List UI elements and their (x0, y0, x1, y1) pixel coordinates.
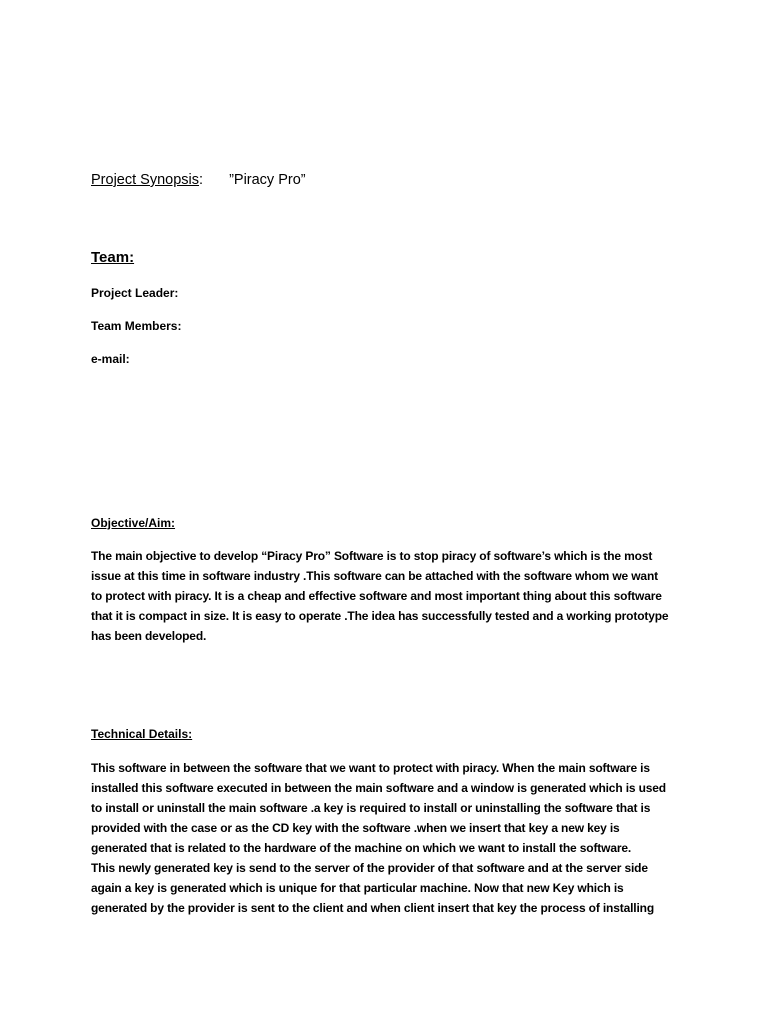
title-colon: : (199, 172, 204, 188)
team-heading: Team: (91, 249, 135, 266)
title-label: Project Synopsis (91, 172, 199, 188)
paragraph-line: that it is compact in size. It is easy to operate .The idea has successfully tested and a working prototype (91, 609, 669, 623)
paragraph-line: generated by the provider is sent to the client and when client insert that key the process of installing (91, 901, 655, 915)
paragraph-line: provided with the case or as the CD key with the software .when we insert that key a new key is (91, 821, 620, 835)
technical-details-heading: Technical Details: (91, 727, 193, 741)
paragraph-line: installed this software executed in between the main software and a window is generated which is used (91, 781, 666, 795)
paragraph-line: This newly generated key is send to the server of the provider of that software and at the server side (91, 861, 648, 875)
objective-paragraph (91, 546, 681, 646)
document-title (91, 172, 306, 188)
paragraph-line: to install or uninstall the main software .a key is required to install or uninstalling the software that is (91, 801, 651, 815)
technical-details-paragraph (91, 758, 681, 918)
paragraph-line: to protect with piracy. It is a cheap and effective software and most important thing about this software (91, 589, 662, 603)
email-label: e-mail: (91, 352, 130, 366)
paragraph-line: again a key is generated which is unique for that particular machine. Now that new Key which is (91, 881, 624, 895)
objective-heading: Objective/Aim: (91, 516, 176, 530)
paragraph-line: issue at this time in software industry .This software can be attached with the software whom we want (91, 569, 658, 583)
title-value: ”Piracy Pro” (229, 172, 306, 188)
team-members-label: Team Members: (91, 319, 182, 333)
paragraph-line: has been developed. (91, 629, 207, 643)
paragraph-line: This software in between the software that we want to protect with piracy. When the main software is (91, 761, 650, 775)
paragraph-line: generated that is related to the hardware of the machine on which we want to install the software. (91, 841, 632, 855)
project-leader-label: Project Leader: (91, 286, 179, 300)
paragraph-line: The main objective to develop “Piracy Pro” Software is to stop piracy of software’s which is the most (91, 549, 653, 563)
